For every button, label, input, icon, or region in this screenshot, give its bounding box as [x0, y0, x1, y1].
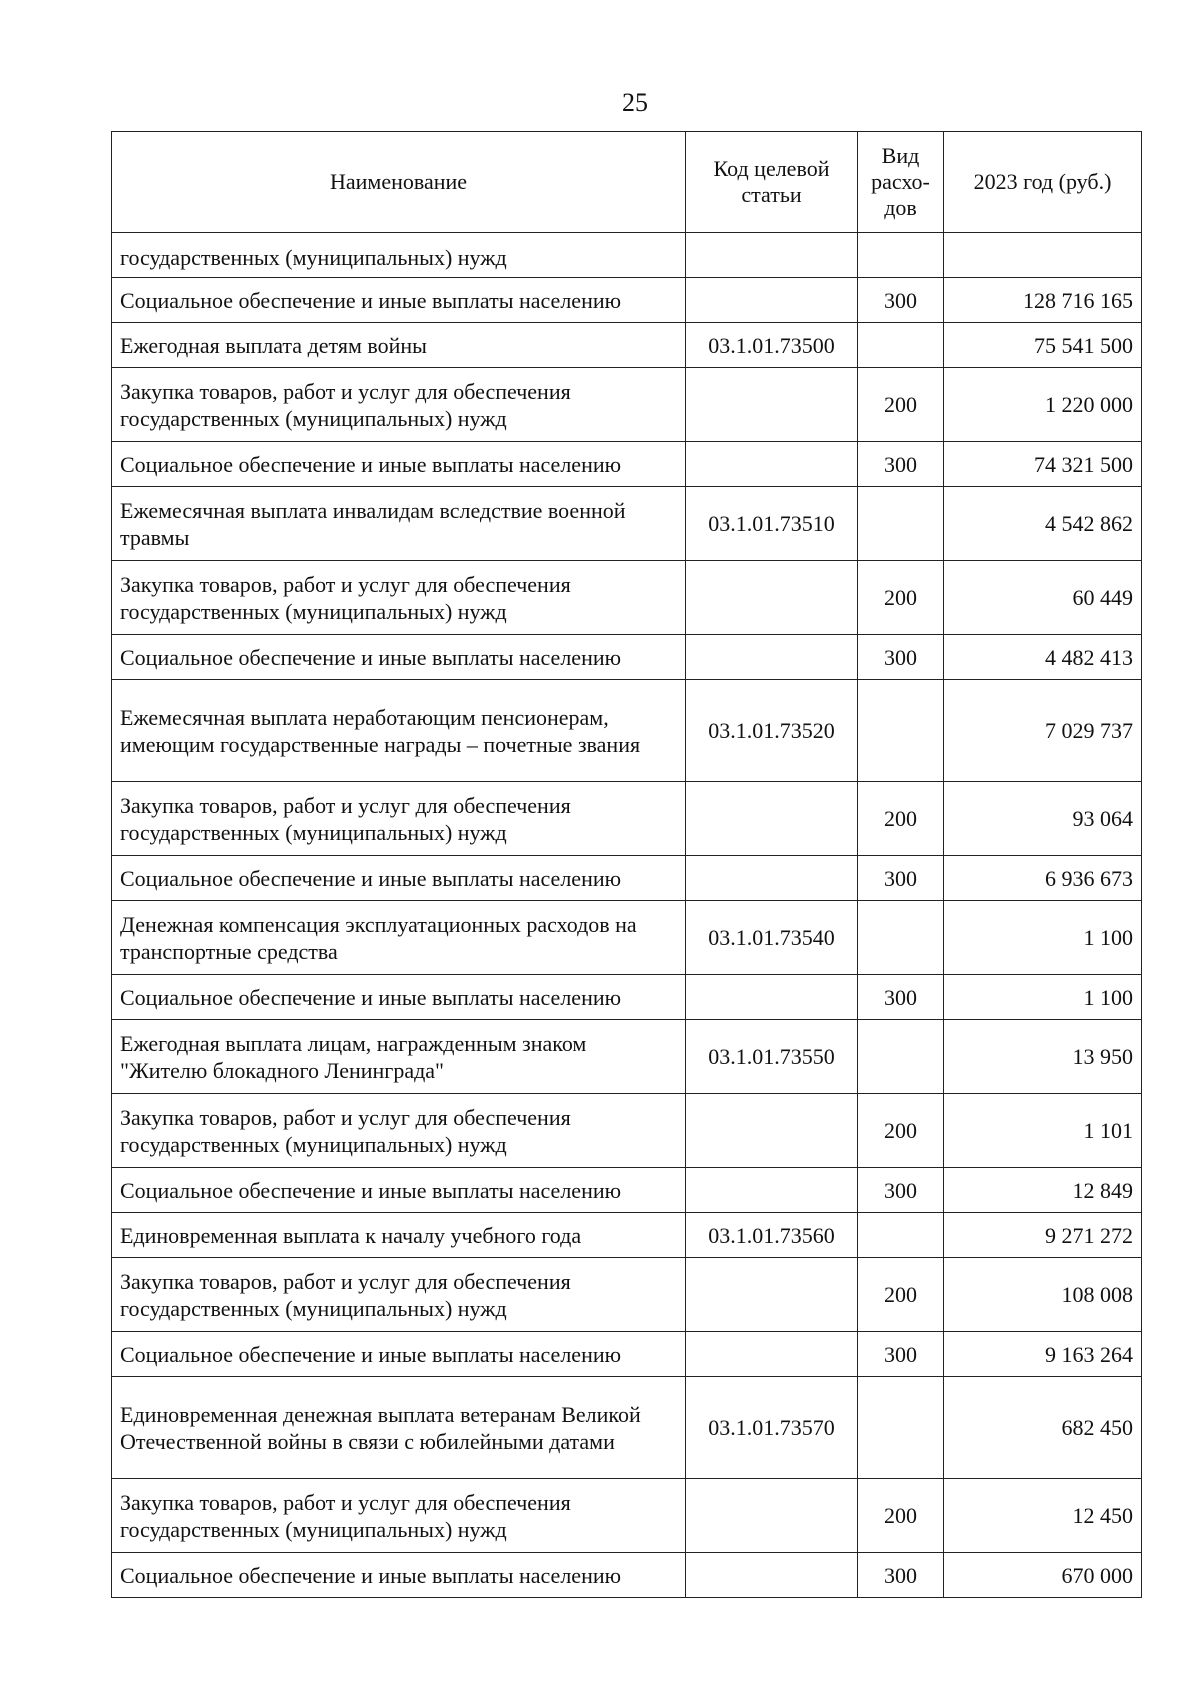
- table-row: [112, 323, 1142, 368]
- cell-code: 03.1.01.73510: [686, 487, 858, 561]
- cell-code: [686, 1258, 858, 1332]
- cell-type: 200: [858, 1094, 944, 1168]
- cell-amount: 7 029 737: [944, 680, 1142, 782]
- cell-amount: 108 008: [944, 1258, 1142, 1332]
- cell-amount: 4 482 413: [944, 635, 1142, 680]
- cell-type: [858, 487, 944, 561]
- cell-type: [858, 1020, 944, 1094]
- cell-code: [686, 635, 858, 680]
- cell-name: Социальное обеспечение и иные выплаты населению: [112, 1168, 686, 1213]
- cell-code: 03.1.01.73520: [686, 680, 858, 782]
- cell-type: 300: [858, 856, 944, 901]
- cell-name: Ежегодная выплата детям войны: [112, 323, 686, 368]
- cell-amount: 682 450: [944, 1377, 1142, 1479]
- table-row: [112, 1258, 1142, 1332]
- cell-code: [686, 561, 858, 635]
- cell-amount: 12 849: [944, 1168, 1142, 1213]
- cell-amount: 9 271 272: [944, 1213, 1142, 1258]
- cell-type: [858, 1213, 944, 1258]
- cell-code: [686, 278, 858, 323]
- cell-type: 200: [858, 1479, 944, 1553]
- cell-type: 200: [858, 368, 944, 442]
- cell-name: Социальное обеспечение и иные выплаты населению: [112, 856, 686, 901]
- cell-type: 200: [858, 782, 944, 856]
- cell-code: [686, 442, 858, 487]
- table-row: [112, 233, 1142, 278]
- cell-name: Ежемесячная выплата инвалидам вследствие военной травмы: [112, 487, 686, 561]
- cell-name: Социальное обеспечение и иные выплаты населению: [112, 278, 686, 323]
- cell-type: 300: [858, 1553, 944, 1598]
- cell-name: Ежегодная выплата лицам, награжденным знаком "Жителю блокадного Ленинграда": [112, 1020, 686, 1094]
- cell-name: Социальное обеспечение и иные выплаты населению: [112, 1553, 686, 1598]
- cell-name: Единовременная выплата к началу учебного года: [112, 1213, 686, 1258]
- cell-type: 300: [858, 442, 944, 487]
- cell-name: Социальное обеспечение и иные выплаты населению: [112, 975, 686, 1020]
- cell-type: [858, 1377, 944, 1479]
- cell-name: Денежная компенсация эксплуатационных расходов на транспортные средства: [112, 901, 686, 975]
- cell-amount: 670 000: [944, 1553, 1142, 1598]
- header-amount: 2023 год (руб.): [944, 132, 1142, 233]
- cell-amount: 1 100: [944, 975, 1142, 1020]
- cell-name: Единовременная денежная выплата ветеранам Великой Отечественной войны в связи с юбилейными датами: [112, 1377, 686, 1479]
- table-row: [112, 561, 1142, 635]
- cell-type: [858, 233, 944, 278]
- cell-type: 300: [858, 1168, 944, 1213]
- cell-code: [686, 1168, 858, 1213]
- cell-type: [858, 901, 944, 975]
- cell-name: государственных (муниципальных) нужд: [112, 233, 686, 278]
- table-row: [112, 1213, 1142, 1258]
- table-row: [112, 1479, 1142, 1553]
- cell-amount: 13 950: [944, 1020, 1142, 1094]
- table-row: [112, 856, 1142, 901]
- budget-table: [111, 131, 1142, 1598]
- cell-code: [686, 1553, 858, 1598]
- cell-amount: 1 220 000: [944, 368, 1142, 442]
- cell-code: 03.1.01.73560: [686, 1213, 858, 1258]
- cell-code: [686, 368, 858, 442]
- cell-type: 200: [858, 1258, 944, 1332]
- cell-code: [686, 1479, 858, 1553]
- page-number: 25: [622, 88, 648, 117]
- cell-code: 03.1.01.73540: [686, 901, 858, 975]
- cell-amount: 128 716 165: [944, 278, 1142, 323]
- cell-code: 03.1.01.73550: [686, 1020, 858, 1094]
- cell-code: [686, 975, 858, 1020]
- cell-name: Ежемесячная выплата неработающим пенсионерам, имеющим государственные награды – почетные звания: [112, 680, 686, 782]
- table-row: [112, 1377, 1142, 1479]
- cell-name: Закупка товаров, работ и услуг для обеспечения государственных (муниципальных) нужд: [112, 1258, 686, 1332]
- table-row: [112, 1020, 1142, 1094]
- table-row: [112, 1094, 1142, 1168]
- cell-type: 200: [858, 561, 944, 635]
- table-row: [112, 901, 1142, 975]
- header-name: Наименование: [112, 132, 686, 233]
- cell-amount: [944, 233, 1142, 278]
- table-row: [112, 442, 1142, 487]
- table-row: [112, 368, 1142, 442]
- cell-code: [686, 856, 858, 901]
- cell-name: Социальное обеспечение и иные выплаты населению: [112, 1332, 686, 1377]
- table-row: [112, 680, 1142, 782]
- cell-name: Закупка товаров, работ и услуг для обеспечения государственных (муниципальных) нужд: [112, 561, 686, 635]
- cell-type: 300: [858, 278, 944, 323]
- cell-code: [686, 1094, 858, 1168]
- header-code: Код целевой статьи: [686, 132, 858, 233]
- header-type: Вид расхо-дов: [858, 132, 944, 233]
- cell-amount: 1 100: [944, 901, 1142, 975]
- cell-name: Социальное обеспечение и иные выплаты населению: [112, 442, 686, 487]
- table-row: [112, 782, 1142, 856]
- cell-type: 300: [858, 635, 944, 680]
- cell-name: Закупка товаров, работ и услуг для обеспечения государственных (муниципальных) нужд: [112, 1094, 686, 1168]
- cell-amount: 12 450: [944, 1479, 1142, 1553]
- cell-name: Закупка товаров, работ и услуг для обеспечения государственных (муниципальных) нужд: [112, 368, 686, 442]
- cell-code: 03.1.01.73570: [686, 1377, 858, 1479]
- cell-amount: 6 936 673: [944, 856, 1142, 901]
- table-row: [112, 1553, 1142, 1598]
- cell-type: 300: [858, 1332, 944, 1377]
- table-row: [112, 975, 1142, 1020]
- table-row: [112, 1332, 1142, 1377]
- cell-name: Социальное обеспечение и иные выплаты населению: [112, 635, 686, 680]
- table-header-row: [112, 132, 1142, 233]
- cell-type: 300: [858, 975, 944, 1020]
- cell-amount: 93 064: [944, 782, 1142, 856]
- cell-code: [686, 1332, 858, 1377]
- table-row: [112, 487, 1142, 561]
- cell-name: Закупка товаров, работ и услуг для обеспечения государственных (муниципальных) нужд: [112, 782, 686, 856]
- table-row: [112, 635, 1142, 680]
- table-row: [112, 278, 1142, 323]
- cell-amount: 74 321 500: [944, 442, 1142, 487]
- cell-code: 03.1.01.73500: [686, 323, 858, 368]
- cell-code: [686, 782, 858, 856]
- table-row: [112, 1168, 1142, 1213]
- cell-name: Закупка товаров, работ и услуг для обеспечения государственных (муниципальных) нужд: [112, 1479, 686, 1553]
- cell-amount: 9 163 264: [944, 1332, 1142, 1377]
- cell-type: [858, 323, 944, 368]
- cell-amount: 1 101: [944, 1094, 1142, 1168]
- cell-amount: 60 449: [944, 561, 1142, 635]
- cell-type: [858, 680, 944, 782]
- cell-code: [686, 233, 858, 278]
- cell-amount: 4 542 862: [944, 487, 1142, 561]
- cell-amount: 75 541 500: [944, 323, 1142, 368]
